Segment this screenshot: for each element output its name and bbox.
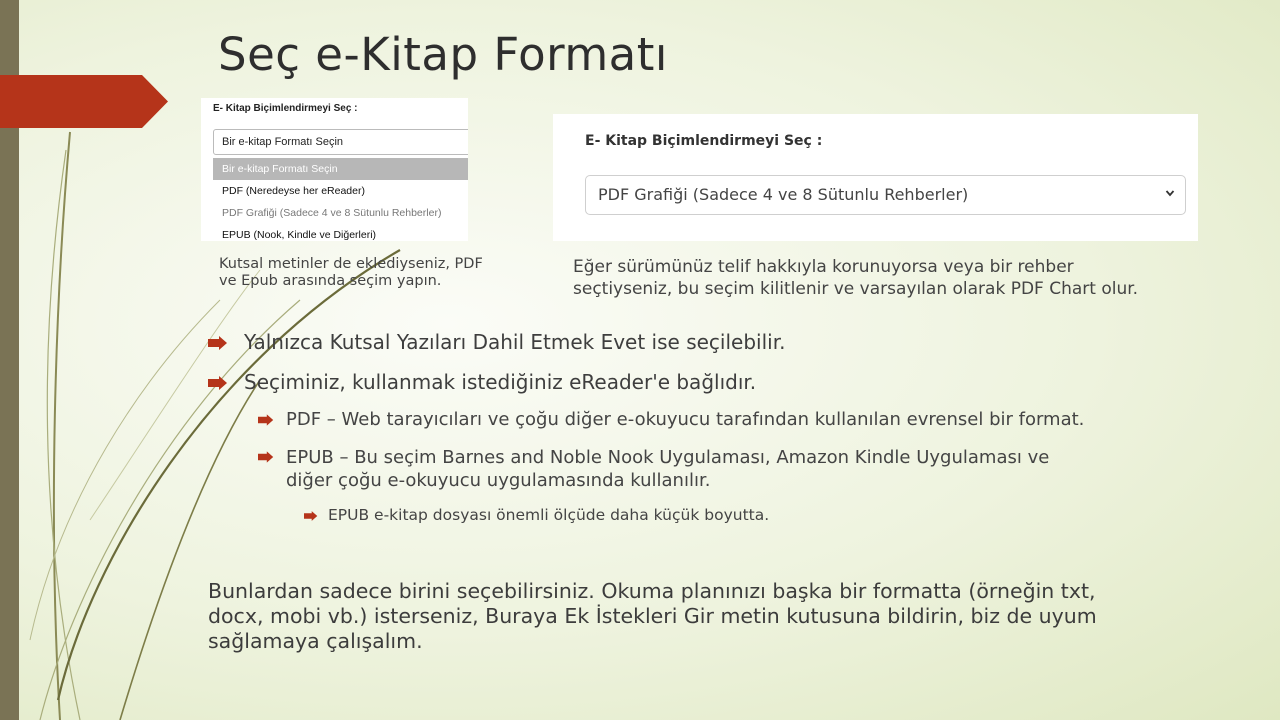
option-placeholder[interactable]: Bir e-kitap Formatı Seçin bbox=[213, 158, 468, 180]
dropdown-label: E- Kitap Biçimlendirmeyi Seç : bbox=[213, 103, 358, 114]
option-pdf-chart[interactable]: PDF Grafiği (Sadece 4 ve 8 Sütunlu Rehberler) bbox=[222, 207, 442, 219]
bullet-text-line1: EPUB – Bu seçim Barnes and Noble Nook Uygulaması, Amazon Kindle Uygulaması ve bbox=[286, 447, 1050, 468]
arrow-bullet-icon bbox=[208, 376, 228, 390]
left-caption-line2: ve Epub arasında seçim yapın. bbox=[219, 273, 442, 289]
format-options-list bbox=[213, 158, 468, 241]
closing-paragraph bbox=[208, 579, 1218, 654]
bullet-text: Seçiminiz, kullanmak istediğiniz eReader'e bağlıdır. bbox=[244, 370, 757, 394]
closing-line3: sağlamaya çalışalım. bbox=[208, 629, 423, 653]
format-select-locked[interactable] bbox=[585, 175, 1186, 215]
arrow-bullet-icon bbox=[304, 511, 318, 521]
bullet-text: PDF – Web tarayıcıları ve çoğu diğer e-okuyucu tarafından kullanılan evrensel bir format. bbox=[286, 409, 1085, 430]
slide-title: Seç e-Kitap Formatı bbox=[218, 28, 668, 81]
select-label: E- Kitap Biçimlendirmeyi Seç : bbox=[585, 133, 823, 149]
right-caption-line1: Eğer sürümünüz telif hakkıyla korunuyorsa veya bir rehber bbox=[573, 257, 1074, 277]
closing-line1: Bunlardan sadece birini seçebilirsiniz. Okuma planınızı başka bir formatta (örneğin txt, bbox=[208, 579, 1096, 603]
right-caption bbox=[573, 256, 1138, 300]
right-caption-line2: seçtiyseniz, bu seçim kilitlenir ve varsayılan olarak PDF Chart olur. bbox=[573, 279, 1139, 299]
format-dropdown-screenshot bbox=[201, 98, 468, 241]
selected-value: PDF Grafiği (Sadece 4 ve 8 Sütunlu Rehberler) bbox=[598, 185, 969, 204]
bullet-text: EPUB e-kitap dosyası önemli ölçüde daha küçük boyutta. bbox=[328, 506, 770, 524]
option-epub[interactable]: EPUB (Nook, Kindle ve Diğerleri) bbox=[222, 229, 377, 241]
bullet-text: Yalnızca Kutsal Yazıları Dahil Etmek Evet ise seçilebilir. bbox=[244, 330, 786, 354]
left-caption-line1: Kutsal metinler de eklediyseniz, PDF bbox=[219, 256, 483, 272]
option-pdf[interactable]: PDF (Neredeyse her eReader) bbox=[222, 185, 365, 197]
arrow-bullet-icon bbox=[258, 451, 274, 463]
bullet-text bbox=[286, 446, 1049, 492]
arrow-bullet-icon bbox=[258, 414, 274, 426]
bullet-text-line2: diğer çoğu e-okuyucu uygulamasında kullanılır. bbox=[286, 470, 711, 491]
left-caption bbox=[219, 256, 483, 290]
arrow-bullet-icon bbox=[208, 336, 228, 350]
closing-line2: docx, mobi vb.) isterseniz, Buraya Ek İstekleri Gir metin kutusuna bildirin, biz de uyum bbox=[208, 604, 1097, 628]
locked-select-screenshot bbox=[553, 114, 1198, 241]
format-select[interactable]: Bir e-kitap Formatı Seçin bbox=[213, 129, 468, 155]
title-arrow-tab bbox=[0, 75, 168, 128]
chevron-down-icon bbox=[1165, 188, 1175, 198]
